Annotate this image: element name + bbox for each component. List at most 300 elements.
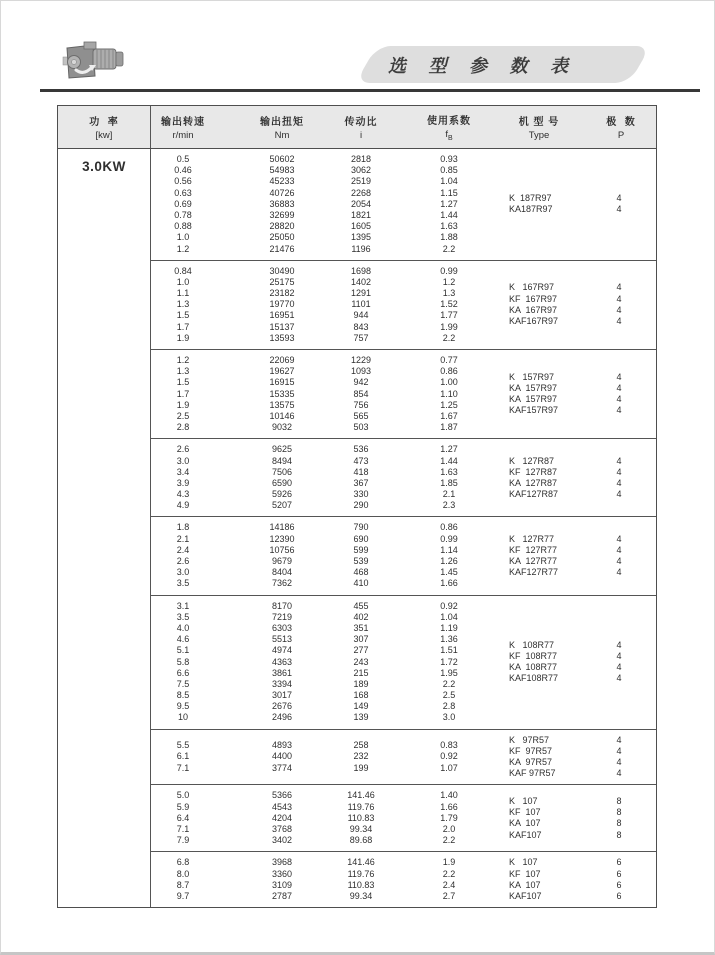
type-row xyxy=(509,394,656,405)
ratio-value: 141.46 xyxy=(347,857,375,868)
factor-value: 2.2 xyxy=(442,835,456,846)
poles-value: 4 xyxy=(616,204,622,215)
table-row xyxy=(151,210,479,221)
table-row xyxy=(151,740,479,751)
torque-value: 50602 xyxy=(269,154,295,164)
ratio-value: 539 xyxy=(353,556,369,566)
poles-value: 4 xyxy=(616,293,622,304)
model-type: KA187R97 xyxy=(509,204,553,215)
header-cell-power xyxy=(58,106,151,148)
torque-value: 15137 xyxy=(269,321,295,332)
factor-value: 0.99 xyxy=(440,265,458,276)
speed-value: 0.56 xyxy=(174,176,192,187)
ratio-value: 757 xyxy=(353,332,369,343)
type-row xyxy=(509,316,656,327)
torque-value: 16951 xyxy=(269,310,295,321)
speed-value: 6.6 xyxy=(176,667,190,678)
type-row xyxy=(509,193,656,204)
torque-value: 25050 xyxy=(269,232,295,243)
factor-value: 0.85 xyxy=(440,165,458,176)
poles-value: 6 xyxy=(616,879,622,890)
speed-value: 0.88 xyxy=(174,221,192,232)
ratio-value: 690 xyxy=(353,533,369,544)
factor-value: 1.88 xyxy=(440,232,458,243)
type-row xyxy=(509,818,656,829)
ratio-value: 243 xyxy=(353,656,369,667)
type-row xyxy=(509,757,656,768)
ratio-value: 149 xyxy=(353,701,369,712)
ratio-value: 599 xyxy=(353,544,369,555)
ratio-value: 3062 xyxy=(350,165,372,176)
factor-value: 0.86 xyxy=(440,522,458,533)
model-type: KF 127R87 xyxy=(509,466,558,477)
group-data-rows xyxy=(151,444,479,511)
type-row xyxy=(509,640,656,651)
table-row xyxy=(151,880,479,891)
table-row xyxy=(151,277,479,288)
speed-value: 1.8 xyxy=(176,522,190,533)
ratio-value: 944 xyxy=(353,310,369,321)
torque-value: 9032 xyxy=(271,422,293,433)
torque-value: 4543 xyxy=(271,801,293,812)
header-speed-label: 输出转速 xyxy=(161,117,205,128)
speed-value: 6.8 xyxy=(176,857,190,868)
torque-value: 30490 xyxy=(269,265,295,276)
ratio-value: 1291 xyxy=(350,288,372,299)
table-body xyxy=(58,149,656,907)
speed-value: 0.46 xyxy=(174,165,192,176)
header-cell-poles xyxy=(596,106,646,148)
ratio-value: 330 xyxy=(353,489,369,500)
speed-value: 1.1 xyxy=(176,288,190,299)
table-row xyxy=(151,199,479,210)
ratio-value: 199 xyxy=(353,762,369,773)
table-row xyxy=(151,751,479,762)
speed-value: 3.9 xyxy=(176,477,190,488)
factor-value: 1.3 xyxy=(442,288,456,299)
torque-value: 4204 xyxy=(271,812,293,823)
speed-value: 0.84 xyxy=(174,265,192,276)
table-row xyxy=(151,411,479,422)
model-type: KA 157R97 xyxy=(509,394,558,405)
poles-value: 6 xyxy=(616,868,622,879)
speed-value: 8.7 xyxy=(176,879,190,890)
torque-value: 8494 xyxy=(271,455,293,466)
poles-value: 4 xyxy=(616,556,622,566)
ratio-value: 89.68 xyxy=(349,835,373,846)
factor-value: 1.04 xyxy=(440,611,458,622)
torque-value: 3017 xyxy=(271,690,293,701)
model-type: KF 107 xyxy=(509,807,541,818)
poles-value: 8 xyxy=(616,795,622,806)
poles-value: 4 xyxy=(616,734,622,745)
speed-value: 1.7 xyxy=(176,321,190,332)
header-poles-unit: P xyxy=(617,130,625,141)
model-type: KA 107 xyxy=(509,879,541,890)
factor-value: 1.44 xyxy=(440,209,458,220)
torque-value: 2496 xyxy=(271,712,293,723)
ratio-value: 468 xyxy=(353,567,369,578)
ratio-value: 843 xyxy=(353,321,369,332)
poles-value: 4 xyxy=(616,394,622,405)
group-data-rows xyxy=(151,355,479,433)
table-row xyxy=(151,623,479,634)
speed-value: 5.5 xyxy=(176,740,190,751)
model-type: KAF157R97 xyxy=(509,405,559,416)
torque-value: 21476 xyxy=(269,243,295,254)
table-row xyxy=(151,701,479,712)
table-row xyxy=(151,389,479,400)
table-row xyxy=(151,188,479,199)
table-row xyxy=(151,869,479,880)
group-data-rows xyxy=(151,522,479,589)
speed-value: 6.4 xyxy=(176,812,190,823)
header-cell-type xyxy=(509,106,569,148)
table-row xyxy=(151,244,479,255)
speed-value: 7.9 xyxy=(176,835,190,846)
factor-value: 1.87 xyxy=(440,422,458,433)
table-row xyxy=(151,489,479,500)
poles-value: 4 xyxy=(616,371,622,382)
type-row xyxy=(509,282,656,293)
table-row xyxy=(151,567,479,578)
table-row xyxy=(151,857,479,868)
table-row xyxy=(151,232,479,243)
model-type: K 167R97 xyxy=(509,282,555,293)
factor-value: 1.14 xyxy=(440,544,458,555)
ratio-value: 1605 xyxy=(350,221,372,232)
group-type-list xyxy=(509,282,656,327)
ratio-value: 503 xyxy=(353,422,369,433)
torque-value: 7219 xyxy=(271,611,293,622)
type-row xyxy=(509,456,656,467)
table-row xyxy=(151,422,479,433)
model-type: KA 157R97 xyxy=(509,382,558,393)
ratio-value: 565 xyxy=(353,410,369,421)
header-rule xyxy=(40,89,700,92)
ratio-value: 1402 xyxy=(350,276,372,287)
torque-value: 32699 xyxy=(269,209,295,220)
table-row xyxy=(151,612,479,623)
model-type: KAF167R97 xyxy=(509,316,559,327)
header-cell-service-factor xyxy=(419,106,479,148)
ratio-value: 139 xyxy=(353,712,369,723)
torque-value: 8170 xyxy=(271,600,293,611)
factor-value: 1.44 xyxy=(440,455,458,466)
table-row xyxy=(151,266,479,277)
factor-value: 2.2 xyxy=(442,868,456,879)
ratio-value: 410 xyxy=(353,578,369,589)
ratio-value: 351 xyxy=(353,622,369,633)
type-row xyxy=(509,383,656,394)
torque-value: 25175 xyxy=(269,276,295,287)
torque-value: 9625 xyxy=(271,444,293,455)
factor-value: 1.72 xyxy=(440,656,458,667)
ratio-value: 110.83 xyxy=(347,879,375,890)
ratio-value: 418 xyxy=(353,466,369,477)
speed-value: 5.0 xyxy=(176,790,190,801)
poles-value: 4 xyxy=(616,382,622,393)
torque-value: 19627 xyxy=(269,366,295,377)
table-row xyxy=(151,478,479,489)
factor-value: 2.0 xyxy=(442,823,456,834)
factor-value: 2.7 xyxy=(442,890,456,901)
ratio-value: 1101 xyxy=(351,299,371,310)
table-row xyxy=(151,802,479,813)
table-row xyxy=(151,377,479,388)
table-row xyxy=(151,578,479,589)
torque-value: 8404 xyxy=(271,567,293,578)
page-title: 选 型 参 数 表 xyxy=(388,56,577,76)
speed-value: 2.1 xyxy=(176,533,190,544)
ratio-value: 141.46 xyxy=(347,790,375,801)
poles-value: 8 xyxy=(616,818,622,829)
torque-value: 4893 xyxy=(271,740,293,751)
type-row xyxy=(509,735,656,746)
poles-value: 8 xyxy=(616,807,622,818)
factor-value: 2.2 xyxy=(442,243,456,254)
table-row xyxy=(151,322,479,333)
speed-value: 1.0 xyxy=(176,276,190,287)
torque-value: 2676 xyxy=(271,701,293,712)
speed-value: 3.0 xyxy=(176,455,190,466)
table-row xyxy=(151,634,479,645)
factor-value: 1.19 xyxy=(440,622,458,633)
group-type-list xyxy=(509,857,656,902)
type-row xyxy=(509,746,656,757)
factor-value: 1.15 xyxy=(440,187,458,198)
ratio-group xyxy=(151,260,656,349)
poles-value: 4 xyxy=(616,316,622,327)
speed-value: 1.2 xyxy=(176,355,190,365)
factor-value: 1.67 xyxy=(440,410,458,421)
type-row xyxy=(509,545,656,556)
poles-value: 4 xyxy=(616,466,622,477)
group-type-list xyxy=(509,193,656,215)
factor-value: 2.5 xyxy=(442,690,456,701)
table-row xyxy=(151,444,479,455)
model-type: KA 167R97 xyxy=(509,304,558,315)
group-data-rows xyxy=(151,154,479,255)
torque-value: 3402 xyxy=(271,835,293,846)
header-poles-label: 极 数 xyxy=(606,117,636,128)
factor-value: 1.40 xyxy=(440,790,458,801)
table-row xyxy=(151,467,479,478)
poles-value: 4 xyxy=(616,193,622,204)
torque-value: 3109 xyxy=(271,879,293,890)
model-type: KA 108R77 xyxy=(509,662,558,673)
type-row xyxy=(509,467,656,478)
ratio-value: 2054 xyxy=(350,198,372,209)
torque-value: 19770 xyxy=(269,299,295,310)
group-type-list xyxy=(509,456,656,501)
type-row xyxy=(509,869,656,880)
ratio-value: 1093 xyxy=(350,366,372,377)
model-type: KA 127R77 xyxy=(509,556,558,566)
header-type-unit: Type xyxy=(528,130,550,141)
torque-value: 6590 xyxy=(271,477,293,488)
ratio-value: 189 xyxy=(353,678,369,689)
speed-value: 6.1 xyxy=(176,751,190,762)
table-row xyxy=(151,545,479,556)
speed-value: 3.4 xyxy=(176,466,190,477)
torque-value: 3774 xyxy=(271,762,293,773)
speed-value: 0.78 xyxy=(174,209,192,220)
group-type-list xyxy=(509,372,656,417)
header-ratio-label: 传动比 xyxy=(344,117,378,128)
factor-value: 1.63 xyxy=(440,466,458,477)
table-row xyxy=(151,712,479,723)
speed-value: 2.5 xyxy=(176,410,190,421)
table-row xyxy=(151,288,479,299)
poles-value: 4 xyxy=(616,477,622,488)
torque-value: 4363 xyxy=(271,656,293,667)
type-row xyxy=(509,305,656,316)
factor-value: 2.4 xyxy=(442,879,456,890)
ratio-groups-container xyxy=(151,149,656,907)
torque-value: 3360 xyxy=(271,868,293,879)
ratio-value: 99.34 xyxy=(349,890,373,901)
table-row xyxy=(151,500,479,511)
header-cell-speed xyxy=(151,106,215,148)
factor-value: 1.95 xyxy=(440,667,458,678)
speed-value: 0.5 xyxy=(176,154,190,164)
table-row xyxy=(151,221,479,232)
speed-value: 1.9 xyxy=(176,332,190,343)
poles-value: 4 xyxy=(616,745,622,756)
torque-value: 23182 xyxy=(269,288,295,299)
type-row xyxy=(509,807,656,818)
model-type: K 127R87 xyxy=(509,455,555,466)
ratio-value: 1821 xyxy=(350,209,372,220)
speed-value: 1.3 xyxy=(176,299,190,310)
header-factor-unit: $f_B$ xyxy=(445,129,453,142)
torque-value: 4400 xyxy=(271,751,293,762)
poles-value: 4 xyxy=(616,282,622,293)
torque-value: 40726 xyxy=(269,187,295,198)
speed-value: 1.5 xyxy=(176,377,190,388)
header-cell-ratio xyxy=(331,106,391,148)
poles-value: 4 xyxy=(616,650,622,661)
torque-value: 13593 xyxy=(269,332,295,343)
model-type: KAF108R77 xyxy=(509,673,559,684)
group-data-rows xyxy=(151,266,479,344)
poles-value: 4 xyxy=(616,405,622,416)
speed-value: 7.1 xyxy=(176,823,190,834)
table-row xyxy=(151,657,479,668)
ratio-value: 119.76 xyxy=(347,801,375,812)
factor-value: 1.63 xyxy=(440,221,458,232)
torque-value: 3394 xyxy=(271,678,293,689)
torque-value: 3861 xyxy=(271,667,293,678)
group-type-list xyxy=(509,640,656,685)
group-data-rows xyxy=(151,740,479,774)
model-type: K 108R77 xyxy=(509,639,555,650)
group-data-rows xyxy=(151,857,479,902)
model-type: KAF107 xyxy=(509,829,542,840)
factor-value: 1.45 xyxy=(440,567,458,578)
ratio-value: 110.83 xyxy=(347,812,375,823)
factor-value: 1.2 xyxy=(442,276,456,287)
model-type: KF 127R77 xyxy=(509,544,558,555)
gearmotor-logo-image xyxy=(62,40,128,84)
type-row xyxy=(509,489,656,500)
model-type: KA 97R57 xyxy=(509,757,553,767)
group-data-rows xyxy=(151,790,479,846)
group-data-rows xyxy=(151,601,479,724)
model-type: KF 108R77 xyxy=(509,650,558,661)
ratio-value: 2818 xyxy=(350,154,372,164)
factor-value: 0.77 xyxy=(440,355,458,365)
model-type: KAF127R77 xyxy=(509,567,559,578)
speed-value: 8.0 xyxy=(176,868,190,879)
factor-value: 1.51 xyxy=(440,645,458,656)
group-type-list xyxy=(509,796,656,841)
speed-value: 2.6 xyxy=(176,556,190,566)
speed-value: 4.3 xyxy=(176,489,190,500)
ratio-group xyxy=(151,438,656,516)
table-row xyxy=(151,824,479,835)
table-row xyxy=(151,154,479,165)
factor-value: 0.93 xyxy=(440,154,458,164)
model-type: KA 127R87 xyxy=(509,477,558,488)
torque-value: 45233 xyxy=(269,176,295,187)
header-power-label: 功 率 xyxy=(89,117,119,128)
model-type: KAF127R87 xyxy=(509,489,559,500)
type-row xyxy=(509,891,656,902)
speed-value: 1.9 xyxy=(176,399,190,410)
table-row xyxy=(151,522,479,533)
ratio-value: 1395 xyxy=(350,232,372,243)
torque-value: 6303 xyxy=(271,622,293,633)
factor-value: 1.85 xyxy=(440,477,458,488)
speed-value: 7.1 xyxy=(176,762,190,773)
poles-value: 4 xyxy=(616,639,622,650)
table-row xyxy=(151,690,479,701)
table-row xyxy=(151,891,479,902)
type-row xyxy=(509,478,656,489)
ratio-value: 1229 xyxy=(350,355,372,365)
factor-value: 0.83 xyxy=(440,740,458,751)
type-row xyxy=(509,556,656,567)
factor-value: 1.79 xyxy=(440,812,458,823)
table-row xyxy=(151,310,479,321)
factor-value: 2.1 xyxy=(442,489,456,500)
table-row xyxy=(151,366,479,377)
factor-value: 1.77 xyxy=(440,310,458,321)
ratio-group xyxy=(151,595,656,729)
poles-value: 4 xyxy=(616,455,622,466)
header-torque-label: 输出扭矩 xyxy=(260,117,304,128)
model-type: K 187R97 xyxy=(509,193,552,204)
torque-value: 12390 xyxy=(269,533,295,544)
type-row xyxy=(509,204,656,215)
table-row xyxy=(151,668,479,679)
factor-value: 0.99 xyxy=(440,533,458,544)
ratio-group xyxy=(151,729,656,785)
ratio-value: 402 xyxy=(353,611,369,622)
speed-value: 3.5 xyxy=(176,611,190,622)
ratio-group xyxy=(151,516,656,594)
ratio-value: 232 xyxy=(353,751,369,762)
ratio-value: 790 xyxy=(353,522,369,533)
torque-value: 5513 xyxy=(271,634,293,645)
table-row xyxy=(151,299,479,310)
speed-value: 3.5 xyxy=(176,578,190,589)
factor-value: 0.92 xyxy=(440,600,458,611)
table-row xyxy=(151,556,479,567)
poles-value: 4 xyxy=(616,673,622,684)
